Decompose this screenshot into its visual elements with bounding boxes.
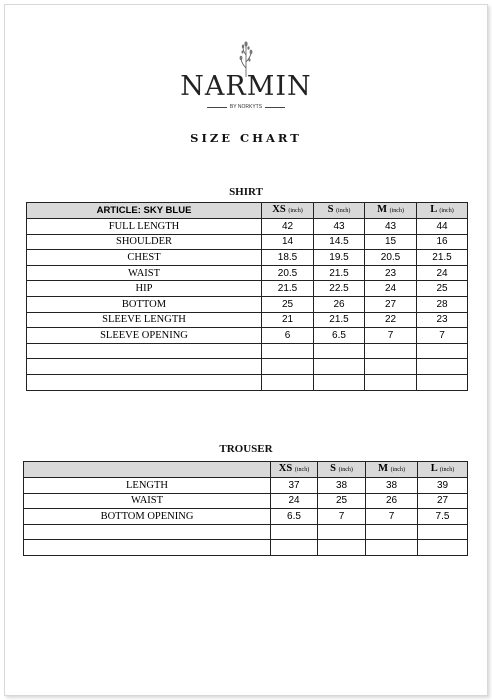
row-label: BOTTOM (27, 296, 262, 312)
size-header-m: M (inch) (366, 462, 418, 478)
document-title: SIZE CHART (190, 131, 302, 145)
cell-value: 38 (318, 478, 366, 494)
row-label: SHOULDER (27, 234, 262, 250)
cell-value: 6.5 (314, 328, 365, 344)
cell-value: 14.5 (314, 234, 365, 250)
cell-value: 25 (318, 493, 366, 509)
cell-value: 44 (417, 219, 468, 235)
article-header: ARTICLE: SKY BLUE (27, 203, 262, 219)
table-row (27, 296, 468, 312)
size-header-xs: XS (inch) (262, 203, 314, 219)
shirt-size-table (26, 202, 468, 391)
cell-value: 22.5 (314, 281, 365, 297)
size-header-s: S (inch) (318, 462, 366, 478)
size-header-m: M (inch) (365, 203, 417, 219)
cell-value: 39 (418, 478, 468, 494)
tagline-rule-right (265, 107, 285, 108)
shirt-header-row (27, 203, 468, 219)
table-row (27, 250, 468, 266)
row-label: SLEEVE LENGTH (27, 312, 262, 328)
cell-value: 15 (365, 234, 417, 250)
row-label: FULL LENGTH (27, 219, 262, 235)
cell-value: 23 (365, 265, 417, 281)
cell-value: 21.5 (314, 265, 365, 281)
cell-value: 26 (314, 296, 365, 312)
cell-value: 43 (365, 219, 417, 235)
cell-value: 6 (262, 328, 314, 344)
cell-value: 21 (262, 312, 314, 328)
cell-value: 7 (318, 509, 366, 525)
cell-value: 24 (417, 265, 468, 281)
cell-value: 27 (418, 493, 468, 509)
brand-name: NARMIN (180, 71, 312, 102)
empty-row (27, 343, 468, 359)
cell-value: 24 (271, 493, 318, 509)
tagline-text: BY NORKYTS (229, 104, 263, 110)
empty-row (27, 359, 468, 375)
cell-value: 22 (365, 312, 417, 328)
cell-value: 42 (262, 219, 314, 235)
cell-value: 20.5 (262, 265, 314, 281)
cell-value: 19.5 (314, 250, 365, 266)
cell-value: 20.5 (365, 250, 417, 266)
size-header-l: L (inch) (418, 462, 468, 478)
empty-row (27, 374, 468, 390)
cell-value: 21.5 (262, 281, 314, 297)
cell-value: 38 (366, 478, 418, 494)
cell-value: 25 (417, 281, 468, 297)
row-label: BOTTOM OPENING (24, 509, 271, 525)
size-header-xs: XS (inch) (271, 462, 318, 478)
empty-row (24, 524, 468, 540)
row-label: SLEEVE OPENING (27, 328, 262, 344)
table-row (27, 265, 468, 281)
table-row (24, 478, 468, 494)
cell-value: 28 (417, 296, 468, 312)
row-label: CHEST (27, 250, 262, 266)
brand-tagline (0, 104, 492, 110)
table-row (27, 312, 468, 328)
article-header (24, 462, 271, 478)
cell-value: 18.5 (262, 250, 314, 266)
cell-value: 26 (366, 493, 418, 509)
cell-value: 14 (262, 234, 314, 250)
trouser-header-row (24, 462, 468, 478)
size-header-s: S (inch) (314, 203, 365, 219)
cell-value: 27 (365, 296, 417, 312)
table-row (27, 234, 468, 250)
cell-value: 6.5 (271, 509, 318, 525)
row-label: WAIST (24, 493, 271, 509)
cell-value: 7 (366, 509, 418, 525)
size-header-l: L (inch) (417, 203, 468, 219)
cell-value: 21.5 (417, 250, 468, 266)
shirt-section-title: SHIRT (229, 186, 263, 198)
tagline-rule-left (207, 107, 227, 108)
cell-value: 24 (365, 281, 417, 297)
cell-value: 25 (262, 296, 314, 312)
cell-value: 23 (417, 312, 468, 328)
cell-value: 7 (365, 328, 417, 344)
table-row (24, 493, 468, 509)
empty-row (24, 540, 468, 556)
cell-value: 16 (417, 234, 468, 250)
cell-value: 7.5 (418, 509, 468, 525)
table-row (27, 328, 468, 344)
brand-logo (0, 40, 492, 110)
table-row (27, 281, 468, 297)
table-row (27, 219, 468, 235)
trouser-section-title: TROUSER (219, 443, 273, 455)
row-label: LENGTH (24, 478, 271, 494)
cell-value: 7 (417, 328, 468, 344)
cell-value: 37 (271, 478, 318, 494)
cell-value: 43 (314, 219, 365, 235)
table-row (24, 509, 468, 525)
trouser-size-table (23, 461, 468, 556)
cell-value: 21.5 (314, 312, 365, 328)
row-label: HIP (27, 281, 262, 297)
row-label: WAIST (27, 265, 262, 281)
